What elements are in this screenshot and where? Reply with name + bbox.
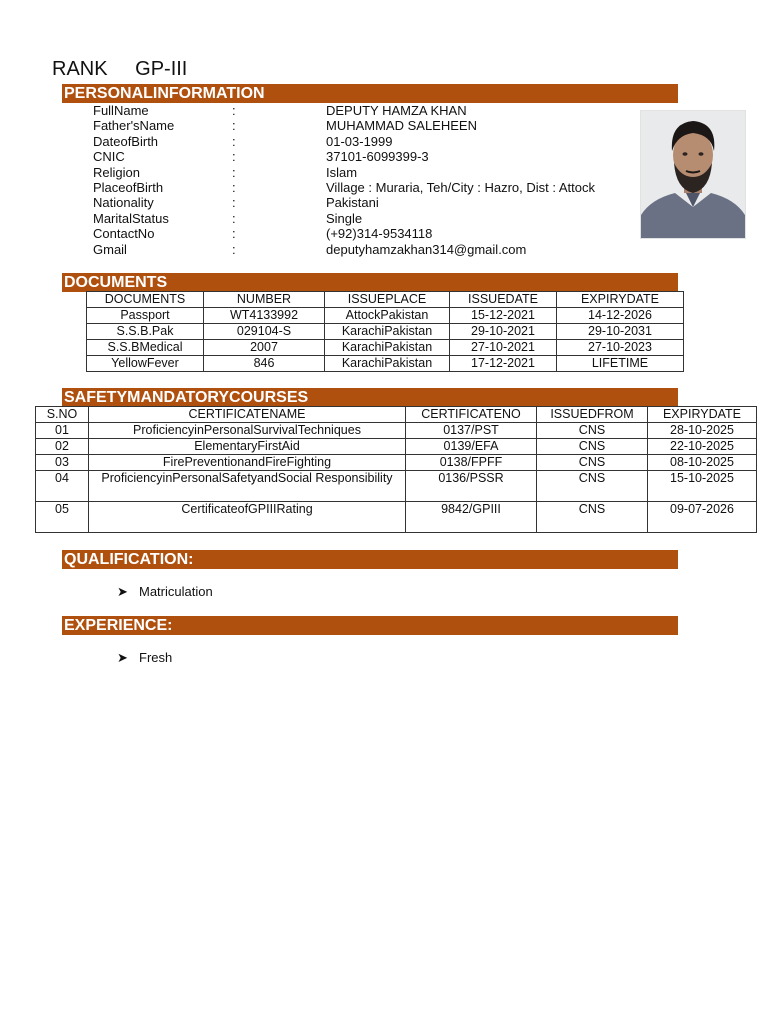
table-cell: LIFETIME	[557, 356, 684, 372]
table-cell: KarachiPakistan	[325, 356, 450, 372]
table-header-cell: ISSUEDFROM	[537, 407, 648, 423]
rank-value: GP-III	[135, 58, 188, 80]
info-colon: :	[232, 226, 236, 242]
table-cell: 22-10-2025	[648, 439, 757, 455]
table-header-cell: CERTIFICATENAME	[89, 407, 406, 423]
table-row	[87, 340, 684, 356]
info-colon: :	[232, 241, 236, 257]
table-cell: YellowFever	[87, 356, 204, 372]
arrow-bullet-icon: ➤	[117, 650, 128, 665]
table-cell: AttockPakistan	[325, 308, 450, 324]
table-cell: 0137/PST	[406, 423, 537, 439]
info-value: Single	[326, 210, 363, 226]
table-cell: 27-10-2023	[557, 340, 684, 356]
experience-text: Fresh	[139, 650, 173, 665]
table-cell: S.S.BMedical	[87, 340, 204, 356]
table-header-cell: DOCUMENTS	[87, 292, 204, 308]
info-colon: :	[232, 133, 236, 149]
table-row	[87, 324, 684, 340]
info-colon: :	[232, 195, 236, 211]
section-personal-information: PERSONALINFORMATION	[62, 84, 678, 103]
table-cell: 029104-S	[204, 324, 325, 340]
table-cell: 14-12-2026	[557, 308, 684, 324]
courses-table	[35, 406, 757, 533]
profile-photo	[640, 110, 746, 239]
table-row	[36, 439, 757, 455]
table-cell: WT4133992	[204, 308, 325, 324]
info-value: (+92)314-9534118	[326, 226, 433, 242]
table-row	[36, 502, 757, 533]
info-label: Father'sName	[93, 118, 175, 134]
section-qualification: QUALIFICATION:	[62, 550, 678, 569]
table-cell: 0138/FPFF	[406, 455, 537, 471]
info-label: Nationality	[93, 195, 154, 211]
table-header-cell: EXPIRYDATE	[648, 407, 757, 423]
table-row	[36, 471, 757, 502]
info-label: PlaceofBirth	[93, 179, 164, 195]
table-cell: 09-07-2026	[648, 502, 757, 533]
table-row	[87, 308, 684, 324]
table-cell: ProficiencyinPersonalSafetyandSocial Responsibility	[89, 471, 406, 502]
table-header-row	[36, 407, 757, 423]
table-cell: 0139/EFA	[406, 439, 537, 455]
info-label: ContactNo	[93, 226, 155, 242]
rank-label: RANK	[52, 58, 108, 80]
info-label: Religion	[93, 164, 140, 180]
table-cell: FirePreventionandFireFighting	[89, 455, 406, 471]
table-header-cell: ISSUEPLACE	[325, 292, 450, 308]
table-cell: 0136/PSSR	[406, 471, 537, 502]
section-safety-mandatory-courses: SAFETYMANDATORYCOURSES	[62, 388, 678, 407]
info-label: FullName	[93, 103, 149, 118]
info-label: DateofBirth	[93, 133, 159, 149]
qualification-text: Matriculation	[139, 584, 213, 599]
section-experience: EXPERIENCE:	[62, 616, 678, 635]
table-cell: CNS	[537, 502, 648, 533]
info-colon: :	[232, 149, 236, 165]
table-cell: 01	[36, 423, 89, 439]
table-cell: 29-10-2021	[450, 324, 557, 340]
table-cell: 05	[36, 502, 89, 533]
info-label: MaritalStatus	[93, 210, 169, 226]
table-cell: 29-10-2031	[557, 324, 684, 340]
table-cell: CNS	[537, 471, 648, 502]
table-cell: 9842/GPIII	[406, 502, 537, 533]
info-value: Islam	[326, 164, 358, 180]
table-cell: ProficiencyinPersonalSurvivalTechniques	[89, 423, 406, 439]
info-label: CNIC	[93, 149, 125, 165]
table-cell: CNS	[537, 439, 648, 455]
info-label: Gmail	[93, 241, 127, 257]
table-cell: 15-10-2025	[648, 471, 757, 502]
table-cell: CNS	[537, 423, 648, 439]
table-cell: 27-10-2021	[450, 340, 557, 356]
table-cell: 08-10-2025	[648, 455, 757, 471]
table-cell: 2007	[204, 340, 325, 356]
documents-table	[86, 291, 684, 372]
table-header-cell: CERTIFICATENO	[406, 407, 537, 423]
info-colon: :	[232, 179, 236, 195]
table-cell: 846	[204, 356, 325, 372]
table-header-cell: NUMBER	[204, 292, 325, 308]
info-colon: :	[232, 103, 236, 118]
section-documents: DOCUMENTS	[62, 273, 678, 292]
table-header-cell: ISSUEDATE	[450, 292, 557, 308]
info-value: deputyhamzakhan314@gmail.com	[326, 241, 527, 257]
info-value: DEPUTY HAMZA KHAN	[326, 103, 467, 118]
table-cell: 04	[36, 471, 89, 502]
list-item	[117, 650, 172, 666]
table-cell: 02	[36, 439, 89, 455]
table-cell: 17-12-2021	[450, 356, 557, 372]
table-cell: S.S.B.Pak	[87, 324, 204, 340]
info-value: 37101-6099399-3	[326, 149, 429, 165]
table-cell: 15-12-2021	[450, 308, 557, 324]
table-cell: 28-10-2025	[648, 423, 757, 439]
table-cell: CertificateofGPIIIRating	[89, 502, 406, 533]
table-header-row	[87, 292, 684, 308]
table-cell: Passport	[87, 308, 204, 324]
table-cell: ElementaryFirstAid	[89, 439, 406, 455]
info-colon: :	[232, 210, 236, 226]
table-cell: KarachiPakistan	[325, 324, 450, 340]
info-value: MUHAMMAD SALEHEEN	[326, 118, 477, 134]
profile-photo-illustration	[641, 111, 745, 238]
rank-line	[52, 58, 187, 81]
table-header-cell: S.NO	[36, 407, 89, 423]
table-header-cell: EXPIRYDATE	[557, 292, 684, 308]
info-value: Pakistani	[326, 195, 379, 211]
table-cell: KarachiPakistan	[325, 340, 450, 356]
info-colon: :	[232, 118, 236, 134]
table-row	[87, 356, 684, 372]
table-cell: 03	[36, 455, 89, 471]
arrow-bullet-icon: ➤	[117, 584, 128, 599]
info-colon: :	[232, 164, 236, 180]
table-row	[36, 455, 757, 471]
info-value: 01-03-1999	[326, 133, 393, 149]
list-item	[117, 584, 213, 600]
table-row	[36, 423, 757, 439]
info-value: Village : Muraria, Teh/City : Hazro, Dist : Attock	[326, 179, 596, 195]
table-cell: CNS	[537, 455, 648, 471]
